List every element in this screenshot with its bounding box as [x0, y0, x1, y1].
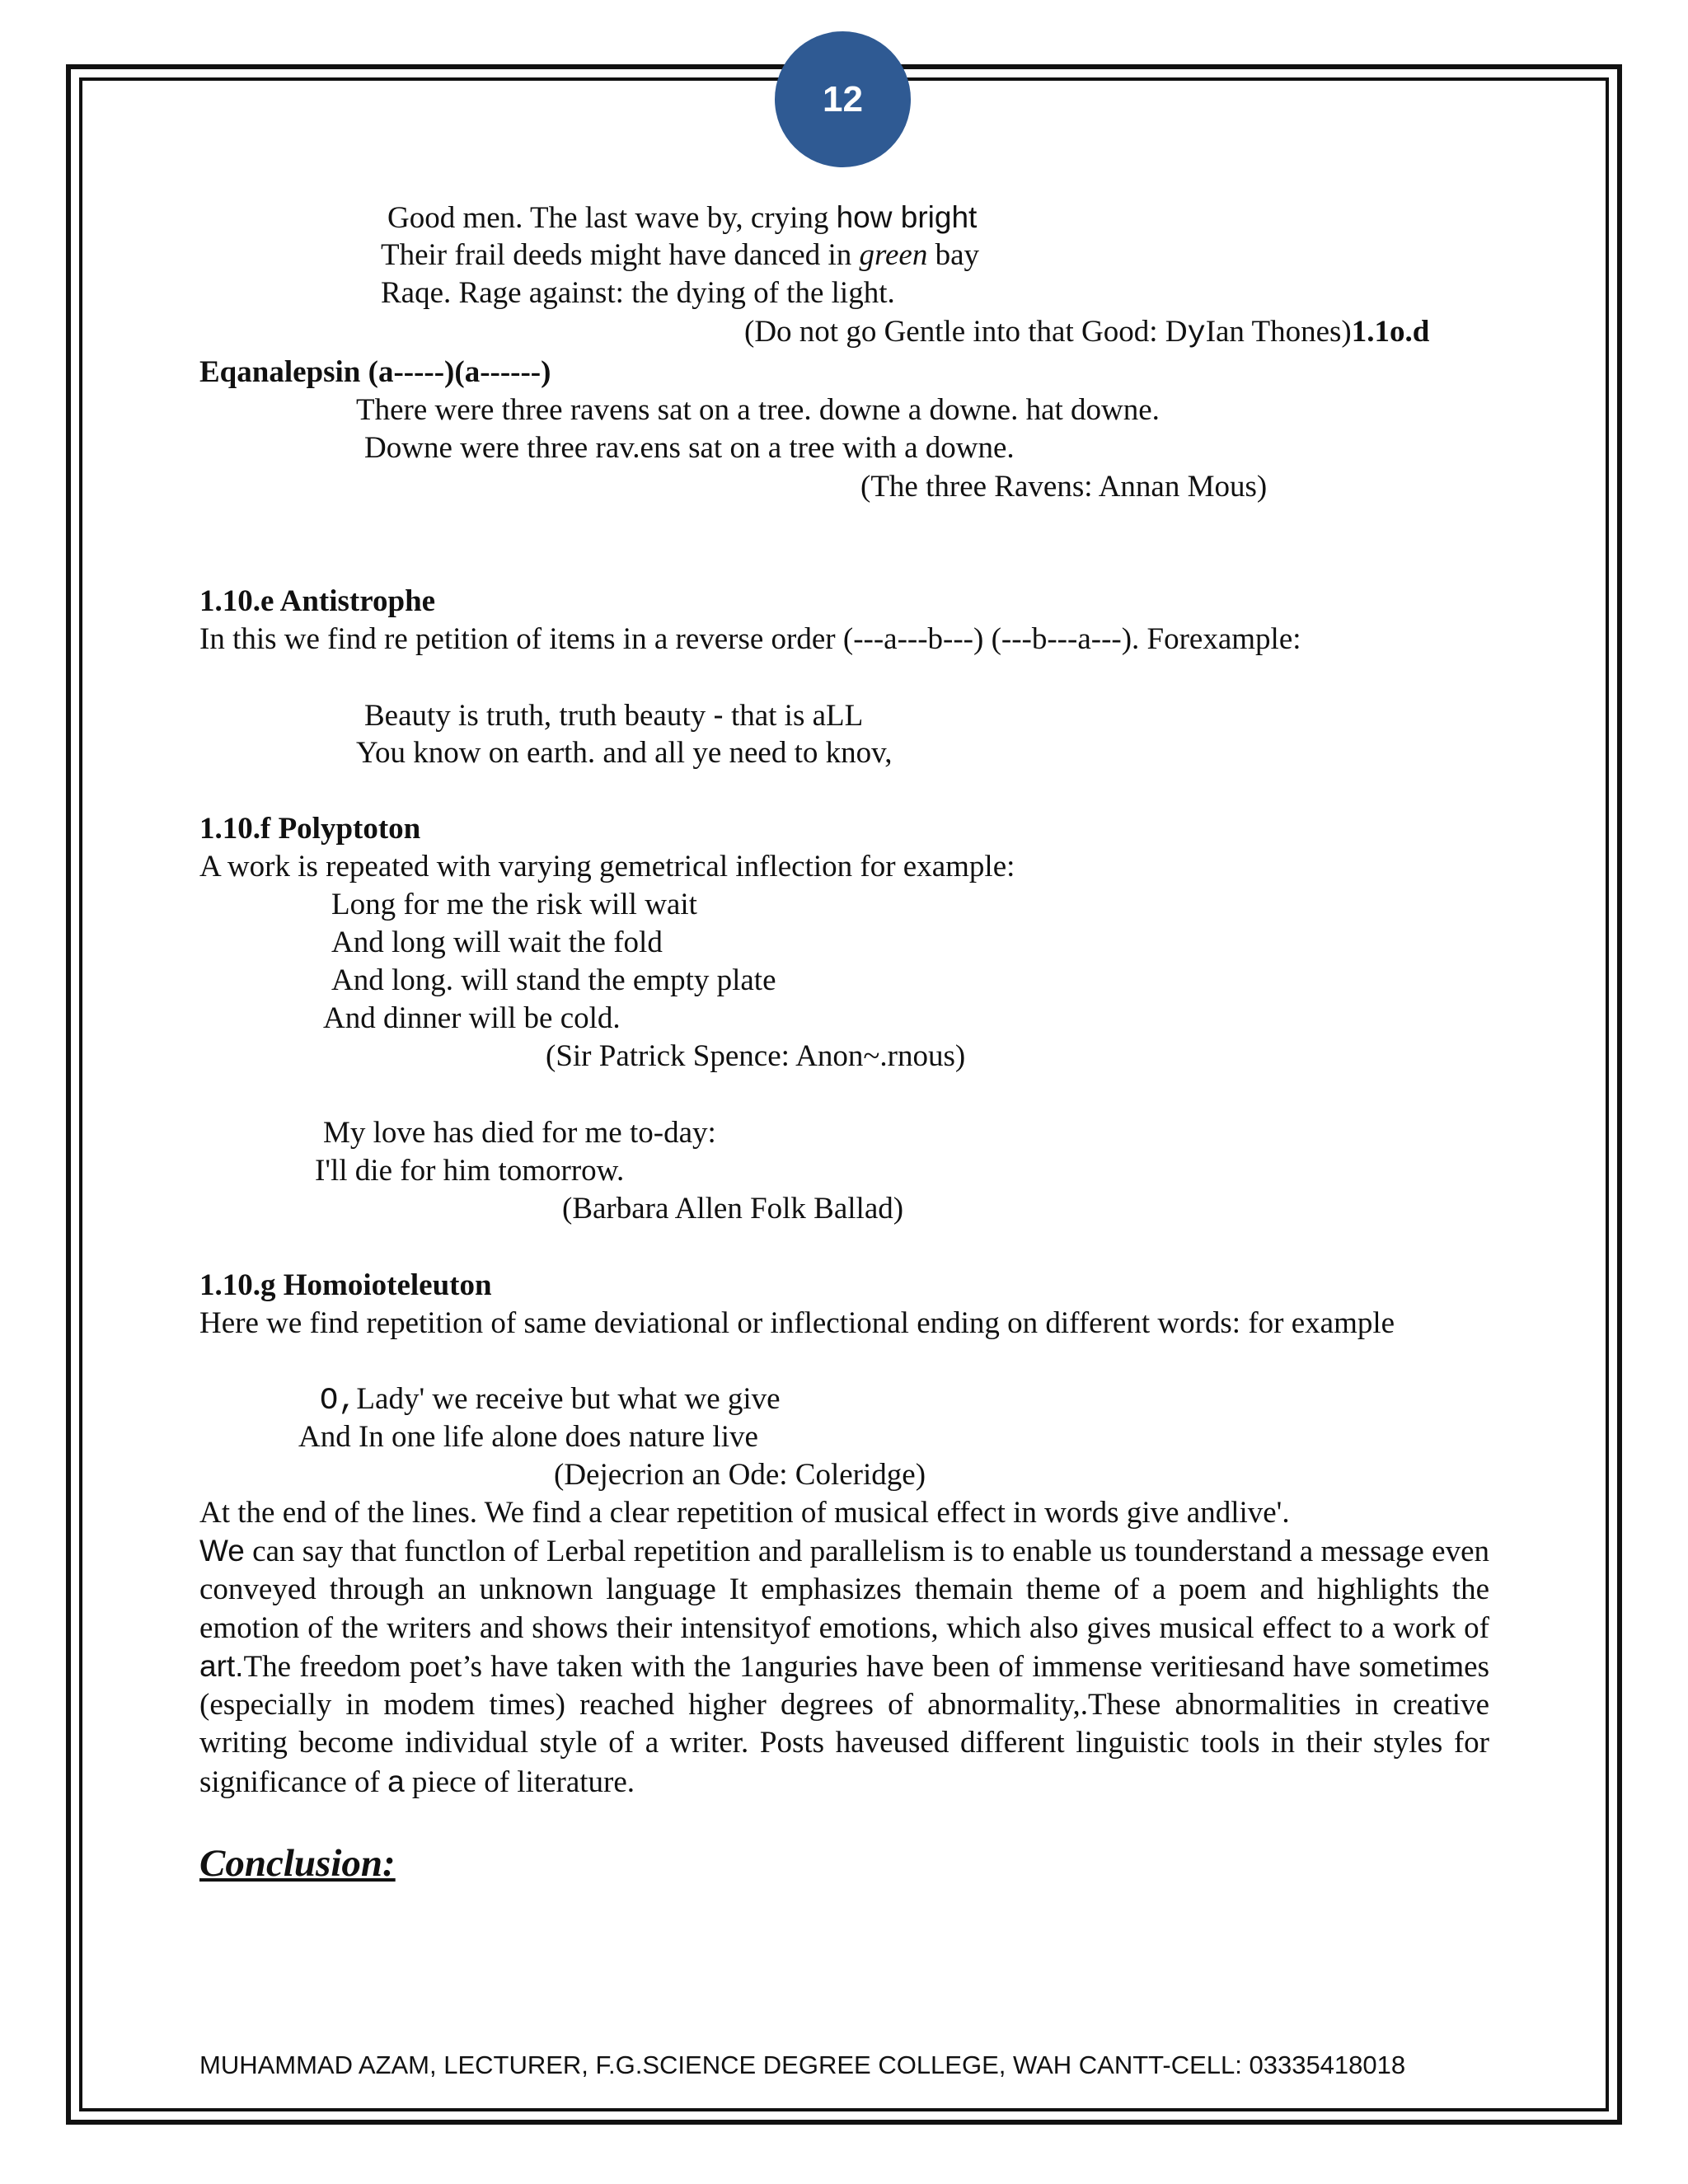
poem1-line1-sans: how bright	[836, 200, 978, 234]
homoioteleuton-citation: (Dejecrion an Ode: Coleridge)	[554, 1458, 926, 1492]
poem1-citation-c: Ian Thones)	[1205, 315, 1352, 349]
body-paragraph-part2: The freedom poet’s have taken with the 1anguries have been of immense veritiesand have sometimes (especially in modem times) reached higher degrees of abnormality,.These abnormalities in creative writing become individual style of a writer. Posts haveused different linguistic tools in their styles for significance of	[199, 1649, 1489, 1799]
eqanalepsin-line1: There were three ravens sat on a tree. downe a downe. hat downe.	[356, 393, 1160, 427]
body-paragraph-art: art.	[199, 1648, 244, 1683]
eqanalepsin-line2: Downe were three rav.ens sat on a tree with a downe.	[364, 431, 1015, 465]
poem1-line3: Raqe. Rage against: the dying of the light.	[381, 276, 895, 310]
polyptoton-citation2: (Barbara Allen Folk Ballad)	[562, 1192, 904, 1226]
polyptoton-line5: My love has died for me to-day:	[323, 1116, 716, 1150]
polyptoton-heading: 1.10.f Polyptoton	[199, 812, 421, 846]
polyptoton-line2: And long will wait the fold	[331, 926, 663, 959]
antistrophe-line1-a: Beauty is truth, truth beauty	[364, 699, 714, 733]
poem1-citation-b: y	[1187, 316, 1206, 351]
poem1-line1	[387, 199, 977, 237]
body-paragraph	[199, 1532, 1489, 1802]
homoioteleuton-intro: Here we find repetition of same deviational or inflectional ending on different words: for example	[199, 1306, 1395, 1340]
poem1-citation	[744, 313, 1429, 353]
polyptoton-line6: I'll die for him tomorrow.	[315, 1154, 625, 1188]
page-number-badge	[775, 31, 911, 167]
antistrophe-line1	[364, 696, 863, 735]
page-footer: MUHAMMAD AZAM, LECTURER, F.G.SCIENCE DEGREE COLLEGE, WAH CANTT-CELL: 03335418018	[199, 2050, 1406, 2079]
section-number-1-10-d: 1.1o.d	[1351, 315, 1430, 349]
antistrophe-heading: 1.10.e Antistrophe	[199, 584, 436, 618]
homoioteleuton-line1	[320, 1380, 781, 1420]
poem1-line2	[381, 237, 979, 274]
polyptoton-line3: And long. will stand the empty plate	[331, 963, 776, 997]
poem1-line1-text: Good men. The last wave by, crying	[387, 201, 837, 235]
page-number: 12	[823, 78, 863, 120]
conclusion-heading: Conclusion:	[199, 1842, 396, 1885]
body-paragraph-a: a	[387, 1764, 405, 1798]
body-paragraph-part1: can say that functlon of Lerbal repetition and parallelism is to enable us tounderstand a message even conveyed through an unknown language It emphasizes themain theme of a poem and highlights the emotion of the writers and shows their intensityof emotions, which also gives musical effect to a work of	[199, 1535, 1489, 1645]
body-paragraph-we: We	[199, 1534, 245, 1568]
poem1-citation-a: (Do not go Gentle into that Good: D	[744, 315, 1188, 349]
body-paragraph-end: piece of literature.	[404, 1765, 635, 1799]
homoioteleuton-line1-text: Lady' we receive but what we give	[356, 1382, 781, 1416]
antistrophe-intro: In this we find re petition of items in a reverse order (---a---b---) (---b---a---). Forexample:	[199, 622, 1301, 656]
antistrophe-line1-dash: -	[713, 698, 724, 732]
homoioteleuton-line2: And In one life alone does nature live	[298, 1420, 758, 1454]
polyptoton-intro: A work is repeated with varying gemetrical inflection for example:	[199, 850, 1015, 883]
poem1-line2-text: Their frail deeds might have danced in	[381, 238, 860, 272]
homoioteleuton-heading: 1.10.g Homoioteleuton	[199, 1268, 492, 1302]
antistrophe-line1-c: that is aLL	[723, 699, 864, 733]
poem1-line2-end: bay	[927, 238, 980, 272]
poem1-line2-italic: green	[859, 238, 928, 272]
eqanalepsin-citation: (The three Ravens: Annan Mous)	[860, 470, 1268, 504]
eqanalepsin-heading: Eqanalepsin (a-----)(a------)	[199, 355, 551, 389]
homoioteleuton-line1-mono: O,	[320, 1384, 357, 1418]
antistrophe-line2: You know on earth. and all ye need to knov,	[356, 736, 893, 770]
polyptoton-line1: Long for me the risk will wait	[331, 888, 697, 921]
homoioteleuton-after: At the end of the lines. We find a clear repetition of musical effect in words give andlive'.	[199, 1496, 1290, 1530]
polyptoton-citation1: (Sir Patrick Spence: Anon~.rnous)	[546, 1039, 966, 1073]
polyptoton-line4: And dinner will be cold.	[323, 1001, 621, 1035]
